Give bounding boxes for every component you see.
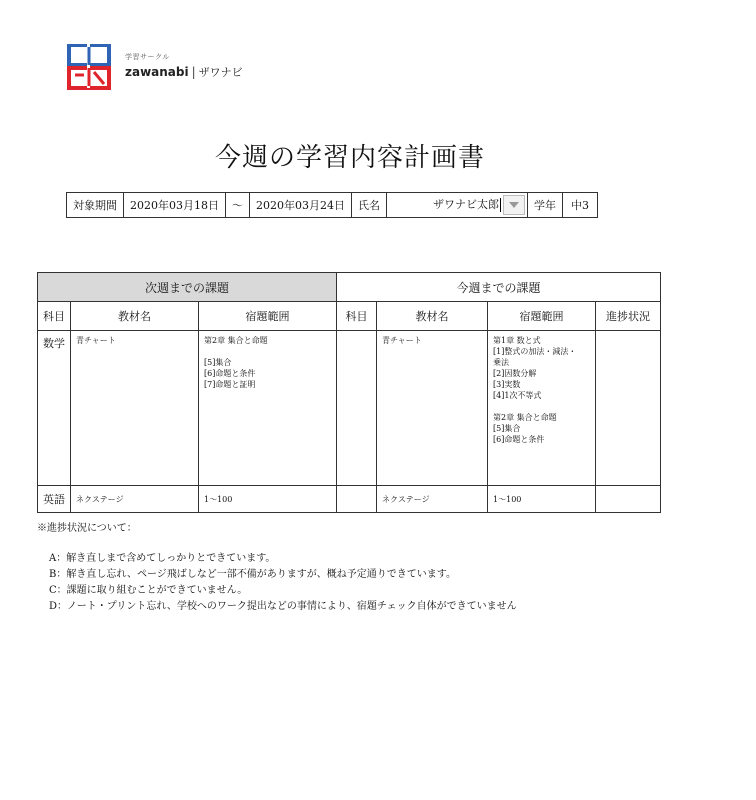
logo (67, 44, 247, 90)
subject-cell: 英語 (38, 486, 71, 513)
name-label: 氏名 (352, 193, 387, 218)
this-range-cell[interactable]: 第1章 数と式 [1]整式の加法・減法・ 乗法 [2]因数分解 [3]実数 [4]1次不等式 第2章 集合と命題 [5]集合 [6]命題と条件 (488, 331, 596, 486)
col-subject-2: 科目 (337, 302, 377, 331)
this-subject-cell[interactable] (337, 331, 377, 486)
col-progress: 進捗状況 (596, 302, 661, 331)
table-row (38, 331, 661, 486)
progress-notes (37, 519, 517, 616)
zawanabi-logo-icon (67, 44, 113, 90)
start-date-field[interactable]: 2020年03月18日 (124, 193, 226, 218)
this-subject-cell[interactable] (337, 486, 377, 513)
next-range-cell[interactable]: 1〜100 (199, 486, 337, 513)
col-textbook-2: 教材名 (377, 302, 488, 331)
note-item-c: C：課題に取り組むことができていません。 (49, 585, 248, 596)
chevron-down-icon (509, 202, 519, 208)
next-range-cell[interactable]: 第2章 集合と命題 [5]集合 [6]命題と条件 [7]命題と証明 (199, 331, 337, 486)
this-week-header: 今週までの課題 (337, 273, 661, 302)
name-value: ザワナビ太郎 (433, 198, 499, 211)
text-cursor (500, 198, 501, 212)
this-textbook-cell[interactable]: ネクステージ (377, 486, 488, 513)
logo-separator: | (191, 65, 196, 79)
logo-name-kana: ザワナビ (198, 66, 243, 79)
name-select[interactable] (387, 193, 528, 218)
tilde-separator: 〜 (226, 193, 250, 218)
col-textbook: 教材名 (71, 302, 199, 331)
subject-cell: 数学 (38, 331, 71, 486)
grade-label: 学年 (528, 193, 563, 218)
end-date-field[interactable]: 2020年03月24日 (250, 193, 352, 218)
col-range: 宿題範囲 (199, 302, 337, 331)
this-textbook-cell[interactable]: 青チャート (377, 331, 488, 486)
next-week-header: 次週までの課題 (38, 273, 337, 302)
logo-name-latin: zawanabi (125, 65, 189, 79)
col-range-2: 宿題範囲 (488, 302, 596, 331)
page-title: 今週の学習内容計画書 (214, 143, 485, 173)
progress-cell[interactable] (596, 486, 661, 513)
logo-subtitle: 学習サークル (125, 53, 170, 61)
dropdown-button[interactable] (503, 195, 525, 215)
notes-title: ※進捗状況について： (37, 523, 137, 534)
logo-name (125, 64, 243, 80)
col-subject: 科目 (38, 302, 71, 331)
assignment-table (37, 272, 661, 513)
next-textbook-cell[interactable]: ネクステージ (71, 486, 199, 513)
period-label: 対象期間 (67, 193, 124, 218)
note-item-b: B：解き直し忘れ、ページ飛ばしなど一部不備がありますが、概ね予定通りできています。 (49, 569, 456, 580)
info-table (66, 192, 598, 218)
progress-cell[interactable] (596, 331, 661, 486)
this-range-cell[interactable]: 1〜100 (488, 486, 596, 513)
table-row (38, 486, 661, 513)
grade-field[interactable]: 中3 (563, 193, 598, 218)
note-item-d: D：ノート・プリント忘れ、学校へのワーク提出などの事情により、宿題チェック自体ができていません (49, 601, 517, 612)
next-textbook-cell[interactable]: 青チャート (71, 331, 199, 486)
note-item-a: A：解き直しまで含めてしっかりとできています。 (49, 553, 276, 564)
